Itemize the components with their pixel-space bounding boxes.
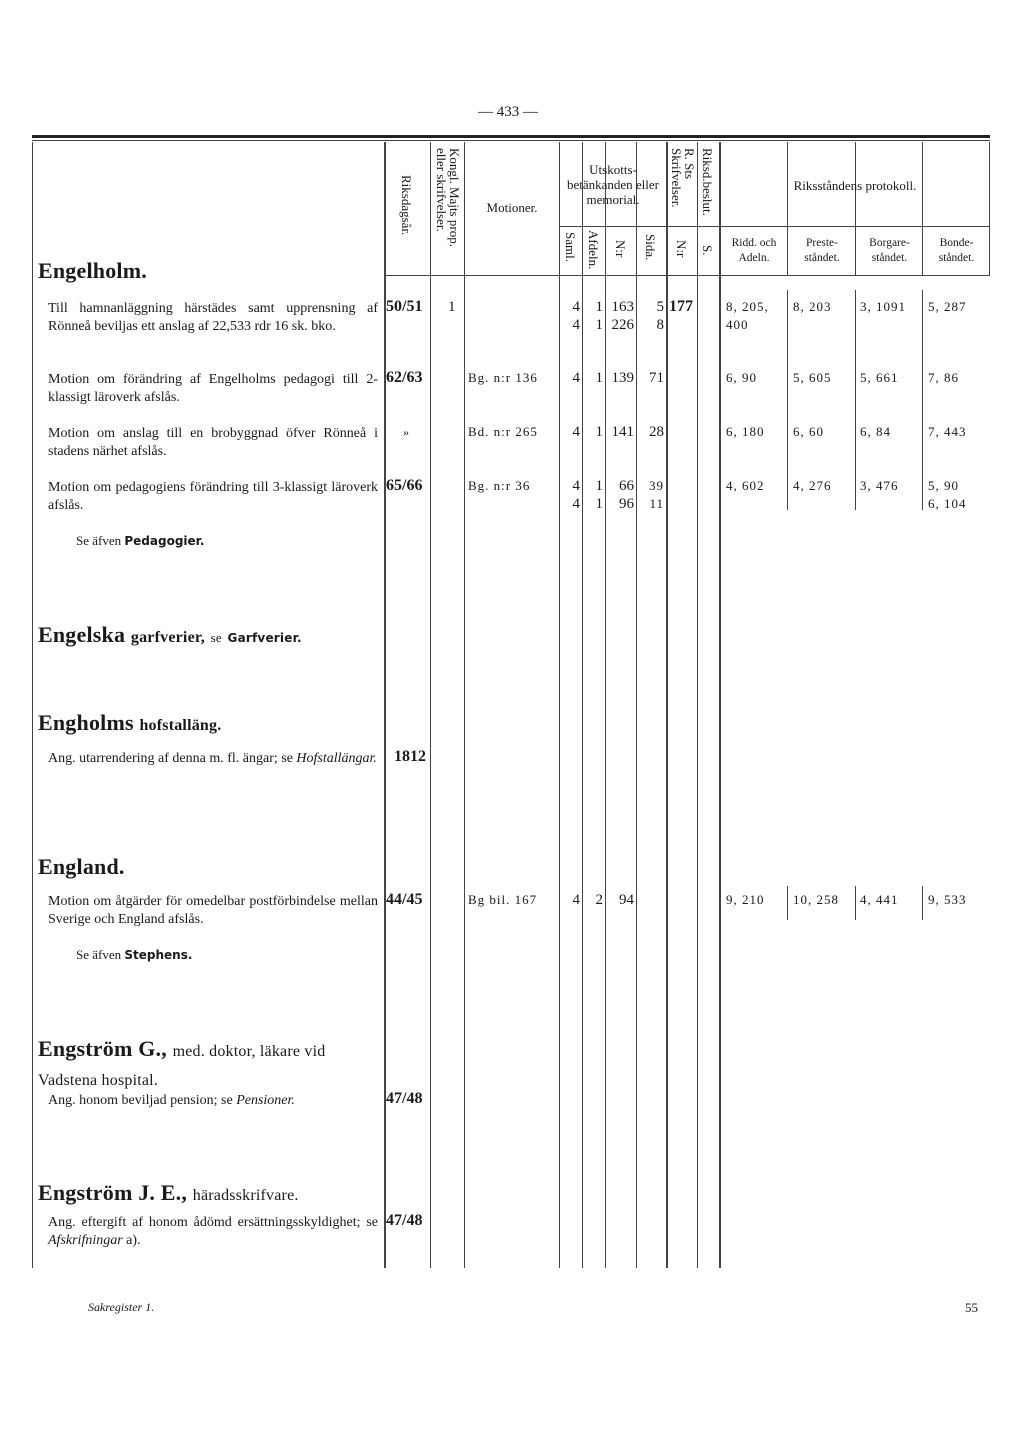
entry-borgare: 5, 661 — [860, 370, 899, 385]
header-afdeln: Afdeln. — [586, 230, 601, 270]
col-line — [32, 142, 33, 1268]
header-riksdagsar: Riksdagsår. — [399, 175, 414, 236]
entry-year: 50/51 — [386, 298, 423, 315]
entry-description-ref[interactable]: Pensioner. — [236, 1093, 295, 1108]
see-also-prefix: Se äfven — [76, 533, 122, 548]
entry-saml: 4 — [572, 892, 580, 908]
entry-description-ref[interactable]: Afskrifningar — [48, 1233, 123, 1248]
entry-motion: Bg. n:r 136 — [468, 370, 538, 385]
col-line — [989, 142, 990, 276]
header-riksd-s: S. — [700, 245, 715, 256]
entry-description-end: a). — [126, 1233, 141, 1248]
entry-preste: 10, 258 — [793, 892, 839, 907]
entry-nr: 141 — [611, 424, 634, 440]
heading-engstrom-g — [38, 1036, 383, 1094]
entry-description: Motion om förändring af Engelholms pedagogi till 2-klassigt läroverk afslås. — [48, 372, 378, 405]
entry-ridd: 8, 205, 400 — [726, 299, 769, 332]
entry-preste: 6, 60 — [793, 424, 824, 439]
heading-engelska-rest: garfverier, — [130, 629, 205, 646]
entry-year: 65/66 — [386, 477, 423, 494]
entry-saml: 4 — [572, 370, 580, 386]
entry-year: 62/63 — [386, 369, 423, 386]
entry-description — [48, 1214, 378, 1250]
entry-sida: 5 8 — [656, 299, 664, 333]
entry-bonde: 5, 90 6, 104 — [928, 478, 967, 511]
heading-engelska-main: Engelska — [38, 622, 126, 647]
entry-year: 1812 — [394, 748, 426, 765]
entry-afd: 1 1 — [595, 299, 603, 333]
header-bottom-rule — [384, 275, 990, 276]
entry-ridd: 6, 180 — [726, 424, 765, 439]
header-borgare: Borgare- ståndet. — [869, 237, 910, 264]
entry-preste: 4, 276 — [793, 478, 832, 493]
entry-year: 44/45 — [386, 891, 423, 908]
entry-description: Motion om anslag till en brobyggnad öfver Rönneå i stadens närhet afslås. — [48, 426, 378, 459]
col-line — [922, 886, 923, 920]
entry-borgare: 6, 84 — [860, 424, 891, 439]
page-number: — 433 — — [478, 104, 538, 120]
entry-nr: 94 — [619, 892, 634, 908]
entry-description-text: Ang. eftergift af honom ådömd ersättningsskyldighet; se — [48, 1215, 378, 1230]
see-also-link[interactable]: Stephens. — [124, 948, 193, 962]
col-line — [855, 290, 856, 510]
header-rsts: R. Sts Skrifvelser. — [669, 148, 697, 208]
heading-engelholm: Engelholm. — [38, 258, 147, 283]
col-line — [855, 142, 856, 276]
entry-borgare: 3, 1091 — [860, 299, 906, 314]
col-line — [719, 142, 721, 1268]
see-also-prefix: Se äfven — [76, 947, 122, 962]
heading-engelska-see: se — [210, 630, 222, 645]
entry-description-text: Ang. utarrendering af denna m. fl. ängar; se — [48, 751, 293, 766]
col-line — [922, 290, 923, 510]
heading-engholms — [38, 710, 221, 736]
see-also — [76, 947, 192, 963]
entry-description-text: Ang. honom beviljad pension; se — [48, 1093, 233, 1108]
entry-description — [48, 1092, 378, 1110]
entry-afd: 2 — [595, 892, 603, 908]
entry-motion: Bd. n:r 265 — [468, 424, 538, 439]
footer-page: 55 — [965, 1300, 978, 1315]
heading-engelska — [38, 622, 302, 648]
heading-engstrom-g-rest: med. doktor, läkare vid Vadstena hospital. — [38, 1043, 326, 1089]
col-line — [787, 886, 788, 920]
header-sida: Sida. — [643, 234, 658, 261]
entry-description: Till hamnanläggning härstädes samt upprensning af Rönneå beviljas ett anslag af 22,533 rdr 16 sk. bko. — [48, 301, 378, 334]
entry-description — [48, 750, 378, 768]
col-line — [787, 290, 788, 510]
entry-sida: 71 — [649, 370, 664, 386]
heading-england: England. — [38, 854, 125, 879]
see-also-link[interactable]: Pedagogier. — [124, 534, 205, 548]
entry-sida: 28 — [649, 424, 664, 440]
entry-ridd: 6, 90 — [726, 370, 757, 385]
heading-engstrom-je-main: Engström J. E., — [38, 1180, 188, 1205]
entry-year: 47/48 — [386, 1090, 423, 1107]
entry-year: 47/48 — [386, 1212, 423, 1229]
col-line — [787, 142, 788, 276]
heading-engstrom-g-main: Engström G., — [38, 1036, 167, 1061]
header-rule — [666, 226, 720, 227]
entry-preste: 5, 605 — [793, 370, 832, 385]
entry-motion: Bg bil. 167 — [468, 892, 538, 907]
entry-saml: 4 — [572, 424, 580, 440]
entry-saml: 4 4 — [572, 478, 580, 512]
col-line — [855, 886, 856, 920]
entry-nr: 163 226 — [611, 299, 634, 333]
header-kongl: Kongl. Majts prop. eller skrifvelser. — [434, 148, 462, 247]
header-nr: N:r — [613, 240, 628, 258]
entry-rsts: 177 — [669, 298, 693, 315]
entry-afd: 1 — [595, 424, 603, 440]
header-saml: Saml. — [563, 232, 578, 262]
col-line — [666, 142, 668, 1268]
entry-bonde: 7, 86 — [928, 370, 959, 385]
entry-ridd: 9, 210 — [726, 892, 765, 907]
entry-nr: 139 — [611, 370, 634, 386]
entry-bonde: 9, 533 — [928, 892, 967, 907]
entry-kongl: 1 — [448, 299, 456, 315]
col-line — [464, 142, 465, 1268]
entry-year: » — [403, 425, 409, 439]
header-utskotts: Utskotts- betänkanden eller memorial. — [566, 162, 660, 207]
heading-engelska-ref[interactable]: Garfverier. — [227, 631, 302, 645]
entry-borgare: 3, 476 — [860, 478, 899, 493]
see-also — [76, 533, 204, 549]
entry-description: Motion om pedagogiens förändring till 3-klassigt läroverk afslås. — [48, 480, 378, 513]
header-protokoll: Riksståndens protokoll. — [793, 178, 917, 193]
entry-bonde: 5, 287 — [928, 299, 967, 314]
header-bonde: Bonde- ståndet. — [938, 237, 975, 264]
entry-ridd: 4, 602 — [726, 478, 765, 493]
entry-sida: 39 11 — [649, 478, 664, 511]
heading-engholms-main: Engholms — [38, 710, 134, 735]
header-rsts-nr: N:r — [674, 240, 689, 258]
top-rule-thin — [32, 140, 990, 141]
header-rule — [559, 226, 667, 227]
entry-nr: 66 96 — [619, 478, 634, 512]
entry-bonde: 7, 443 — [928, 424, 967, 439]
entry-borgare: 4, 441 — [860, 892, 899, 907]
entry-saml: 4 4 — [572, 299, 580, 333]
entry-description: Motion om åtgärder för omedelbar postförbindelse mellan Sverige och England afslås. — [48, 894, 378, 927]
top-rule — [32, 135, 990, 138]
col-line — [922, 142, 923, 276]
heading-engstrom-je-rest: häradsskrifvare. — [192, 1187, 299, 1204]
entry-motion: Bg. n:r 36 — [468, 478, 531, 493]
col-line — [430, 142, 431, 1268]
entry-afd: 1 — [595, 370, 603, 386]
entry-afd: 1 1 — [595, 478, 603, 512]
header-rule — [719, 226, 990, 227]
header-preste: Preste- ståndet. — [804, 237, 840, 264]
entry-preste: 8, 203 — [793, 299, 832, 314]
header-motioner: Motioner. — [486, 200, 538, 215]
col-line — [697, 142, 698, 1268]
header-ridd: Ridd. och Adeln. — [731, 237, 777, 264]
header-riksd-beslut: Riksd.beslut. — [700, 148, 715, 216]
entry-description-ref[interactable]: Hofstallängar. — [296, 751, 377, 766]
heading-engholms-rest: hofstalläng. — [139, 717, 222, 734]
heading-engstrom-je — [38, 1180, 299, 1206]
footer-register: Sakregister 1. — [88, 1300, 155, 1314]
